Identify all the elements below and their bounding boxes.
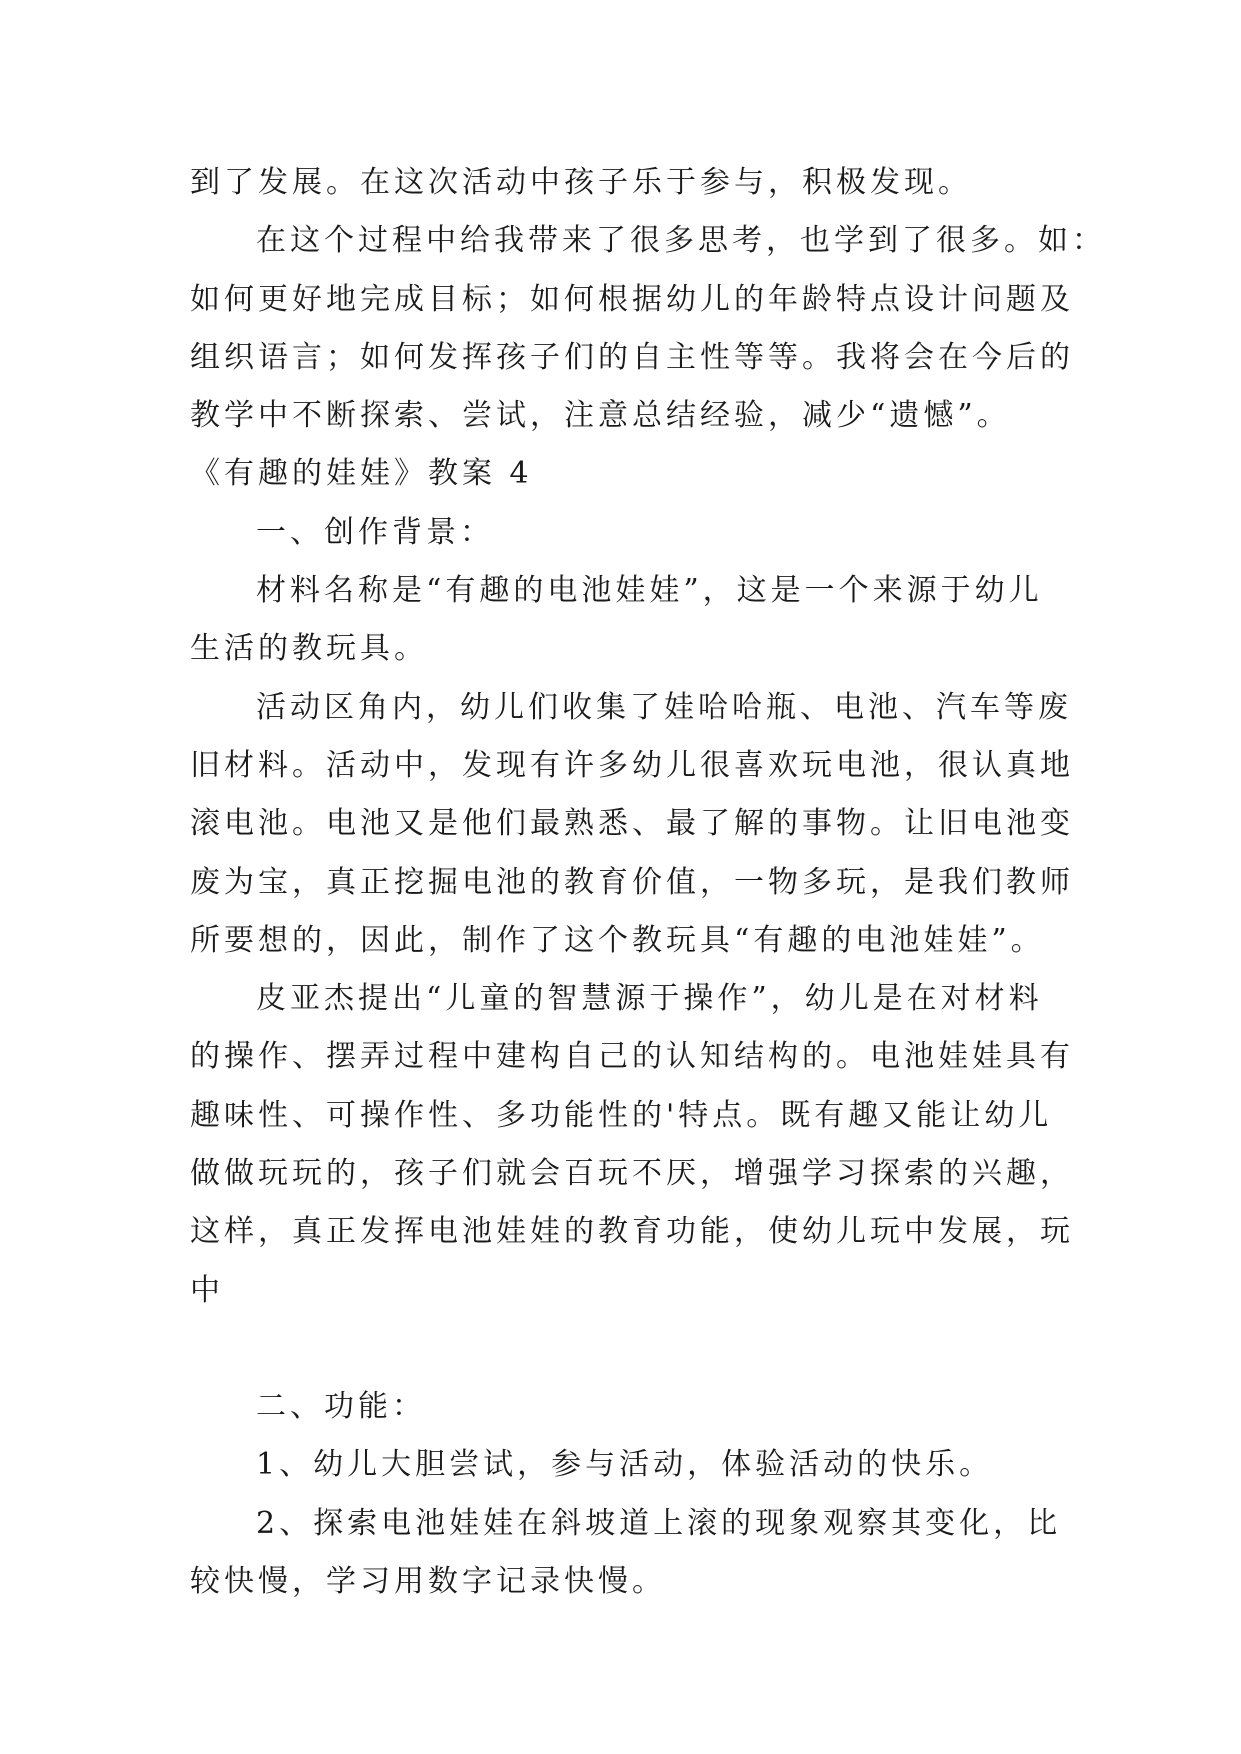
paragraph-line: 的操作、摆弄过程中建构自己的认知结构的。电池娃娃具有 bbox=[190, 1039, 1074, 1075]
paragraph-line: 组织语言；如何发挥孩子们的自主性等等。我将会在今后的 bbox=[190, 339, 1074, 375]
paragraph-line: 中 bbox=[190, 1272, 224, 1308]
paragraph-line: 在这个过程中给我带来了很多思考，也学到了很多。如： bbox=[256, 223, 1106, 259]
paragraph-line: 滚电池。电池又是他们最熟悉、最了解的事物。让旧电池变 bbox=[190, 806, 1074, 842]
paragraph-line: 活动区角内，幼儿们收集了娃哈哈瓶、电池、汽车等废 bbox=[256, 689, 1072, 725]
list-item-continuation: 较快慢，学习用数字记录快慢。 bbox=[190, 1563, 666, 1599]
paragraph-line: 材料名称是“有趣的电池娃娃”，这是一个来源于幼儿 bbox=[256, 573, 1043, 609]
paragraph-line: 如何更好地完成目标；如何根据幼儿的年龄特点设计问题及 bbox=[190, 281, 1074, 317]
paragraph-line: 废为宝，真正挖掘电池的教育价值，一物多玩，是我们教师 bbox=[190, 864, 1074, 900]
list-item: 2、探索电池娃娃在斜坡道上滚的现象观察其变化，比 bbox=[256, 1505, 1062, 1541]
paragraph-line: 所要想的，因此，制作了这个教玩具“有趣的电池娃娃”。 bbox=[190, 922, 1045, 958]
paragraph-line: 旧材料。活动中，发现有许多幼儿很喜欢玩电池，很认真地 bbox=[190, 747, 1074, 783]
paragraph-line: 趣味性、可操作性、多功能性的'特点。既有趣又能让幼儿 bbox=[190, 1097, 1053, 1133]
paragraph-line: 做做玩玩的，孩子们就会百玩不厌，增强学习探索的兴趣， bbox=[190, 1156, 1074, 1192]
list-item: 1、幼儿大胆尝试，参与活动，体验活动的快乐。 bbox=[256, 1447, 994, 1483]
document-body bbox=[190, 154, 1106, 1611]
section-heading: 二、功能： bbox=[256, 1388, 426, 1424]
paragraph-line: 这样，真正发挥电池娃娃的教育功能，使幼儿玩中发展，玩 bbox=[190, 1214, 1074, 1250]
section-title: 《有趣的娃娃》教案 4 bbox=[190, 456, 533, 492]
paragraph-gap bbox=[190, 1320, 1070, 1378]
paragraph-line: 到了发展。在这次活动中孩子乐于参与，积极发现。 bbox=[190, 165, 972, 200]
section-heading: 一、创作背景： bbox=[256, 514, 494, 550]
paragraph-line: 教学中不断探索、尝试，注意总结经验，减少“遗憾”。 bbox=[190, 398, 1011, 434]
paragraph-line: 皮亚杰提出“儿童的智慧源于操作”，幼儿是在对材料 bbox=[256, 981, 1043, 1017]
paragraph-line: 生活的教玩具。 bbox=[190, 631, 428, 667]
